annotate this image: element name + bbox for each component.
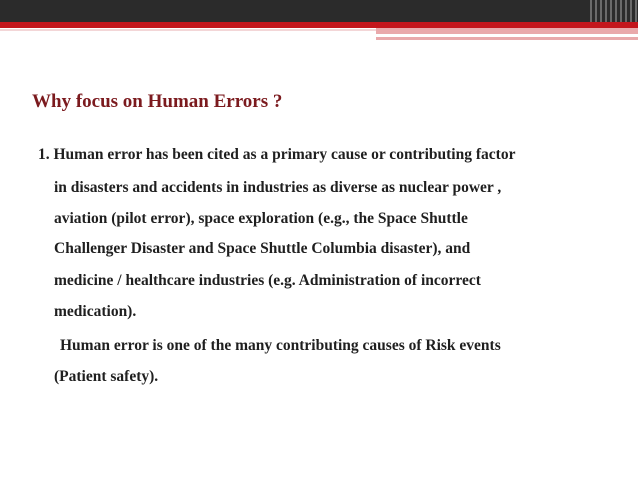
body-line-2: in disasters and accidents in industries as diverse as nuclear power , bbox=[54, 179, 502, 196]
header-stripe-pattern bbox=[590, 0, 638, 22]
slide-title: Why focus on Human Errors ? bbox=[32, 91, 283, 112]
header-bar bbox=[0, 0, 638, 22]
body-line-5: medicine / healthcare industries (e.g. Administration of incorrect bbox=[54, 272, 481, 289]
body-line-4: Challenger Disaster and Space Shuttle Columbia disaster), and bbox=[54, 240, 471, 257]
accent-bar-gap bbox=[376, 34, 638, 37]
body-line-7: Human error is one of the many contributing causes of Risk events bbox=[60, 337, 501, 354]
body-line-1: 1. Human error has been cited as a primary cause or contributing factor bbox=[38, 146, 516, 163]
body-line-3: aviation (pilot error), space exploration (e.g., the Space Shuttle bbox=[54, 210, 468, 227]
accent-underline bbox=[0, 29, 376, 31]
accent-bar-light bbox=[376, 28, 638, 40]
body-line-6: medication). bbox=[54, 303, 137, 320]
body-line-8: (Patient safety). bbox=[54, 368, 159, 385]
